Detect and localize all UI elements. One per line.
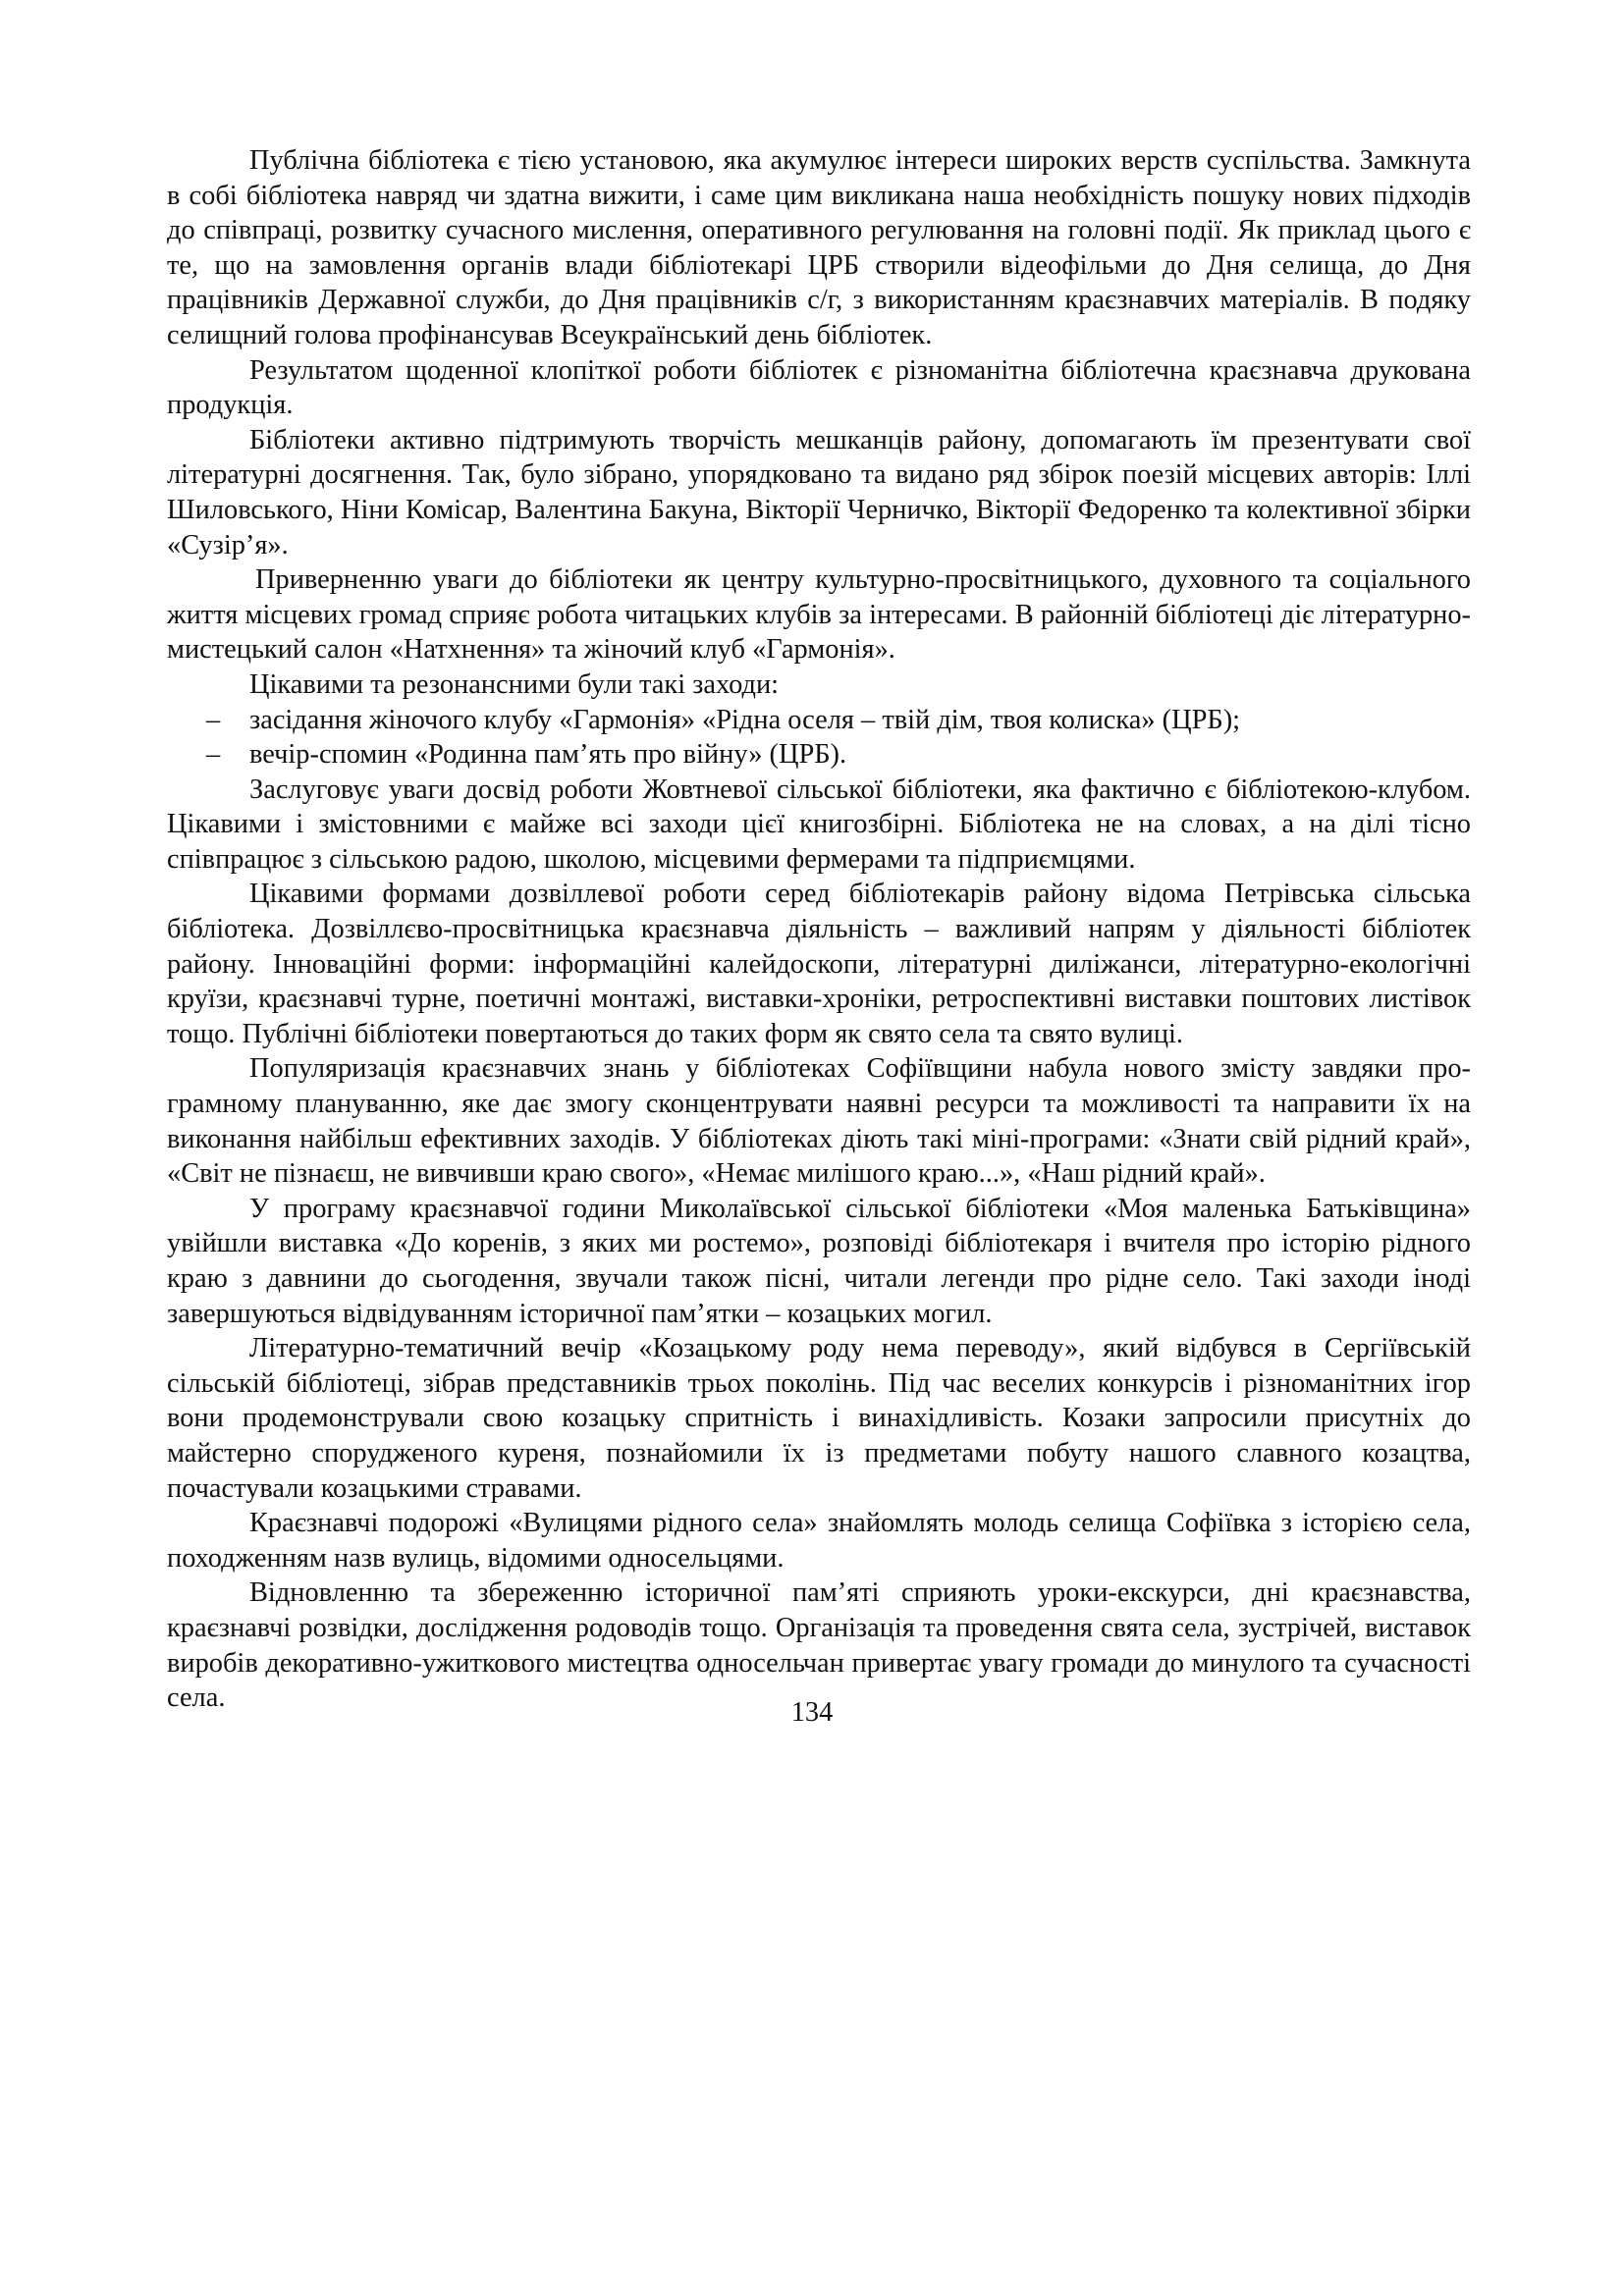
paragraph-local-trips: Краєзнавчі подорожі «Вулицями рідного села» знайомлять молодь селища Софіївка з історією села, походженням назв вулиць, відомими односельцями. [167, 1508, 1471, 1574]
list-item [167, 703, 1471, 738]
paragraph-zhovtneva-library: Заслуговує уваги досвід роботи Жовтневої сільської бібліотеки, яка фактично є бібліотекою-клубом. Цікавими і змістовними є майже всі заходи цієї книгозбірні. Бібліотека не на словах, а на ділі тісно співпрацює з сільською радою, школою, місцевими фермерами та підприємцями. [167, 774, 1471, 875]
paragraph-local-authors: Бібліотеки активно підтримують творчість мешканців району, допомагають їм презентувати свої літературні досягнення. Так, було зібрано, упорядковано та видано ряд збірок поезій місцевих авторів: Іллі Шиловського, Ніни Комісар, Валентина Бакуна, Вікторії Черничко, Вікторії Федоренко та колективної збірки «Сузір’я». [167, 424, 1471, 561]
paragraph-public-library: Публічна бібліотека є тією установою, яка акумулює інтереси широких верств суспільства. Замкнута в собі бібліотека навряд чи здатна вижити, і саме цим викликана наша необхідність пошуку нових підходів до співпраці, розвитку сучасного мислення, оперативного регулювання на головні події. Як приклад цього є те, що на замовлення органів влади бібліотекарі ЦРБ створили відеофільми до Дня селища, до Дня працівників Державної служби, до Дня працівників с/г, з використанням краєзнавчих матеріалів. В подяку селищний голова профінансував Всеукраїнський день бібліотек. [167, 145, 1471, 350]
list-item-text: вечір-спомин «Родинна пам’ять про війну» (ЦРБ). [249, 739, 847, 771]
paragraph-petrivska-library: Цікавими формами дозвіллевої роботи серед бібліотекарів району відома Петрівська сільська бібліотека. Дозвіллєво-просвітницька краєзнавча діяльність – важливий напрям у діяльності бібліотек району. Інноваційні форми: інформаційні калейдоскопи, літературні диліжанси, літературно-екологічні круїзи, краєзнавчі турне, поетичні монтажі, виставки-хроніки, ретроспективні виставки поштових листівок тощо. Публічні бібліотеки повертаються до таких форм як свято села та свято вулиці. [167, 879, 1471, 1049]
events-list [167, 703, 1471, 773]
dash-marker: – [206, 704, 221, 735]
list-item-text: засідання жіночого клубу «Гармонія» «Рідна оселя – твій дім, твоя колиска» (ЦРБ); [249, 704, 1241, 735]
paragraph-mykolaivska-library: У програму краєзнавчої години Миколаївської сільської бібліотеки «Моя маленька Батьківщина» увійшли виставка «До коренів, з яких ми ростемо», розповіді бібліотекаря і вчителя про історію рідного краю з давнини до сьогодення, звучали також пісні, читали легенди про рідне село. Такі заходи іноді завершуються відвідуванням історичної пам’ятки – козацьких могил. [167, 1193, 1471, 1329]
list-item [167, 737, 1471, 773]
paragraph-reader-clubs: Приверненню уваги до бібліотеки як центру культурно-просвітницького, духовного та соціального життя місцевих громад сприяє робота читацьких клубів за інтересами. В районній бібліотеці діє літературно-мистецький салон «Натхнення» та жіночий клуб «Гармонія». [167, 564, 1471, 666]
document-body [167, 143, 1471, 1716]
paragraph-printed-products: Результатом щоденної клопіткої роботи бібліотек є різноманітна бібліотечна краєзнавча друкована продукція. [167, 354, 1471, 421]
paragraph-events-intro: Цікавими та резонансними були такі заходи: [249, 668, 780, 700]
paragraph-historical-memory: Відновленню та збереженню історичної пам’яті сприяють уроки-екскурси, дні краєзнавства, краєзнавчі розвідки, дослідження родоводів тощо. Організація та проведення свята села, зустрічей, виставок виробів декоративно-ужиткового мистецтва односельчан привертає увагу громади до минулого та сучасності села. [167, 1577, 1471, 1714]
page-number: 134 [790, 1697, 834, 1728]
paragraph-cossack-evening: Літературно-тематичний вечір «Козацькому роду нема переводу», який відбувся в Сергіївській сільській бібліотеці, зібрав представників трьох поколінь. Під час веселих конкурсів і різноманітних ігор вони продемонстрували свою козацьку спритність і винахідливість. Козаки запросили присутніх до майстерно спорудженого куреня, познайомили їх із предметами побуту нашого славного козацтва, почастували козацькими стравами. [167, 1333, 1471, 1504]
dash-marker: – [206, 739, 221, 771]
paragraph-mini-programs: Популяризація краєзнавчих знань у бібліотеках Софіївщини набула нового змісту завдяки програмному плануванню, яке дає змогу сконцентрувати наявні ресурси та можливості та направити їх на виконання найбільш ефективних заходів. У бібліотеках діють такі міні-програми: «Знати свій рідний край», «Світ не пізнаєш, не вивчивши краю свого», «Немає милішого краю...», «Наш рідний край». [167, 1053, 1471, 1190]
